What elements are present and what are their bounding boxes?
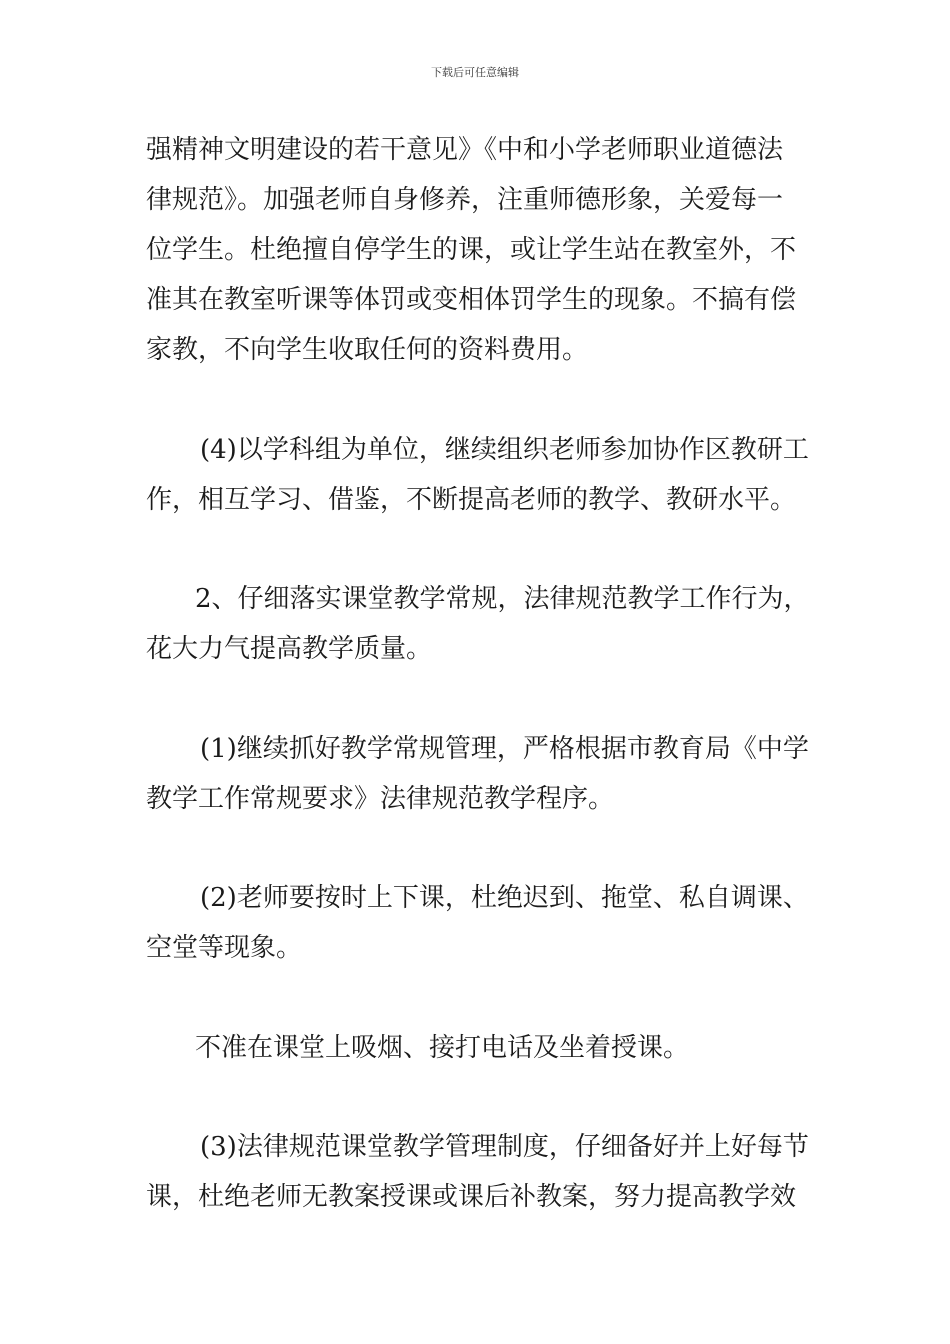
paragraph-line: 位学生。杜绝擅自停学生的课，或让学生站在教室外，不 [146, 235, 797, 265]
paragraph-line: 律规范》。加强老师自身修养，注重师德形象，关爱每一 [146, 185, 784, 215]
paragraph-line: 花大力气提高教学质量。 [146, 634, 433, 664]
paragraph-line: 强精神文明建设的若干意见》《中和小学老师职业道德法 [146, 135, 784, 165]
paragraph-line: 空堂等现象。 [146, 933, 303, 963]
paragraph-line: 教学工作常规要求》法律规范教学程序。 [146, 784, 615, 814]
paragraph-line: (2)老师要按时上下课，杜绝迟到、拖堂、私自调课、 [200, 883, 809, 913]
paragraph-line: 家教，不向学生收取任何的资料费用。 [146, 335, 589, 365]
page-header: 下载后可任意编辑 [431, 66, 519, 79]
paragraph-line: (3)法律规范课堂教学管理制度，仔细备好并上好每节 [200, 1132, 809, 1162]
paragraph-line: 作，相互学习、借鉴，不断提高老师的教学、教研水平。 [146, 485, 797, 515]
paragraph-line: 2、仔细落实课堂教学常规，法律规范教学工作行为， [195, 584, 810, 614]
paragraph-line: 准其在教室听课等体罚或变相体罚学生的现象。不搞有偿 [146, 285, 797, 315]
paragraph-line: 不准在课堂上吸烟、接打电话及坐着授课。 [195, 1033, 690, 1063]
paragraph-line: 课，杜绝老师无教案授课或课后补教案，努力提高教学效 [146, 1182, 797, 1212]
paragraph-line: (4)以学科组为单位，继续组织老师参加协作区教研工 [200, 435, 809, 465]
paragraph-line: (1)继续抓好教学常规管理，严格根据市教育局《中学 [200, 734, 809, 764]
